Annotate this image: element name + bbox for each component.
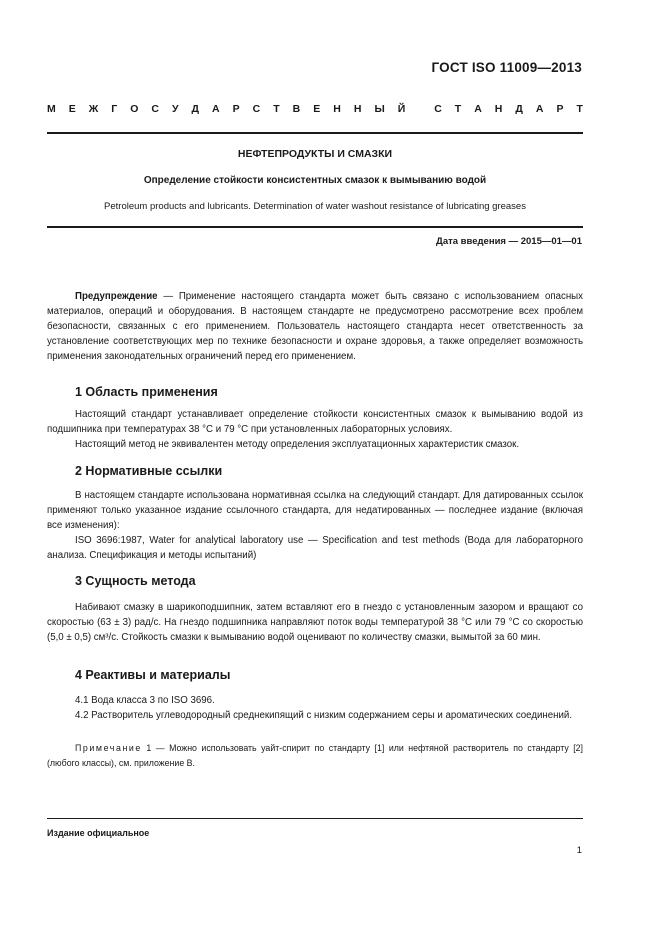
standard-type-letter: Т	[576, 103, 583, 115]
standard-type-letter: С	[252, 103, 261, 115]
section-3-body	[47, 600, 583, 645]
section-1-paragraph: Настоящий стандарт устанавливает определение стойкости консистентных смазок к вымыванию водой из подшипника при температурах 38 °С и 79 °С при установленных лабораторных условиях.	[47, 409, 583, 435]
warning-paragraph	[47, 289, 583, 364]
standard-type-letter: У	[171, 103, 179, 115]
standard-type-letter	[418, 103, 421, 115]
standard-type-letter: Т	[454, 103, 462, 115]
standard-type-letter: С	[151, 103, 159, 115]
standard-type-letter: Т	[273, 103, 280, 115]
section-2-paragraph: В настоящем стандарте использована нормативная ссылка на следующий стандарт. Для датированных ссылок применяют только указанное издание ссылочного стандарта, для недатированных — последнее издание (включая все изменения):	[47, 490, 583, 531]
note-text: 1 — Можно использовать уайт-спирит по стандарту [1] или нефтяной растворитель по стандарту [2] (любого классы), см. приложение В.	[47, 743, 583, 768]
standard-type-letter: Д	[515, 103, 523, 115]
standard-type-letter: Р	[232, 103, 240, 115]
section-1-paragraph: Настоящий метод не эквивалентен методу определения эксплуатационных характеристик смазок.	[75, 439, 520, 450]
standard-type-letter: А	[474, 103, 482, 115]
section-3-paragraph: Набивают смазку в шарикоподшипник, затем вставляют его в гнездо с установленным зазором и вращают со скоростью (63 ± 3) рад/с. На гнездо подшипника направляют поток воды температурой 38 °С или 79 °С со скоростью (5,0 ± 0,5) см³/с. Стойкость смазки к вымыванию водой оценивают по количеству смазки, вымытой за 60 мин.	[47, 602, 583, 643]
standard-type-letter: Г	[111, 103, 118, 115]
note-label: Примечание	[75, 743, 142, 753]
standard-type-letter: Ж	[88, 103, 99, 115]
standard-type-letter: Д	[191, 103, 200, 115]
standard-type-letter: Н	[333, 103, 341, 115]
section-2-paragraph: ISO 3696:1987, Water for analytical laboratory use — Specification and test methods (Вода для лабораторного анализа. Спецификация и методы испытаний)	[47, 535, 583, 561]
standard-type-letter: В	[292, 103, 301, 115]
document-subtitle: Определение стойкости консистентных смазок к вымыванию водой	[143, 175, 487, 186]
standard-type-letter: Н	[353, 103, 362, 115]
warning-text: — Применение настоящего стандарта может быть связано с использованием опасных материалов, операций и оборудования. В настоящем стандарте не предусмотрено рассмотрение всех проблем безопасности, связанных с его применением. Пользователь настоящего стандарта несет ответственность за установление соответствующих мер по технике безопасности и охране здоровья, а также определяет возможность применения законодательных ограничений перед его применением.	[47, 291, 583, 362]
divider-top	[47, 132, 583, 134]
page-number: 1	[576, 845, 582, 856]
section-4-paragraph: 4.2 Растворитель углеводородный среднекипящий с низким содержанием серы и ароматических соединений.	[75, 710, 573, 721]
note-paragraph	[47, 741, 583, 771]
section-2-heading: 2 Нормативные ссылки	[75, 464, 223, 478]
standard-type-letter: С	[434, 103, 442, 115]
section-4-paragraph: 4.1 Вода класса 3 по ISO 3696.	[75, 695, 215, 706]
standard-type-letter: Е	[68, 103, 76, 115]
intro-date: Дата введения — 2015—01—01	[436, 236, 582, 247]
section-2-body	[47, 488, 583, 563]
standard-type-letter: А	[212, 103, 220, 115]
section-1-body	[47, 407, 583, 452]
standard-type-letter: А	[535, 103, 544, 115]
standard-type-letter: О	[130, 103, 139, 115]
standard-type-letter: М	[47, 103, 56, 115]
section-4-body	[47, 693, 583, 723]
document-title: НЕФТЕПРОДУКТЫ И СМАЗКИ	[237, 148, 393, 160]
divider-title	[47, 226, 583, 228]
gost-code: ГОСТ ISO 11009—2013	[431, 60, 582, 75]
standard-type-letter: Р	[556, 103, 564, 115]
standard-type-heading	[47, 103, 583, 115]
section-3-heading: 3 Сущность метода	[75, 574, 196, 588]
document-title-english: Petroleum products and lubricants. Determination of water washout resistance of lubricating greases	[104, 201, 526, 212]
edition-label: Издание официальное	[47, 828, 150, 838]
standard-type-letter: Н	[494, 103, 503, 115]
standard-type-letter: Е	[313, 103, 321, 115]
section-4-heading: 4 Реактивы и материалы	[75, 668, 231, 682]
section-1-heading: 1 Область применения	[75, 385, 218, 399]
standard-type-letter: Ы	[374, 103, 385, 115]
standard-type-letter: Й	[397, 103, 406, 115]
divider-footer	[47, 818, 583, 819]
warning-label: Предупреждение	[75, 291, 158, 302]
